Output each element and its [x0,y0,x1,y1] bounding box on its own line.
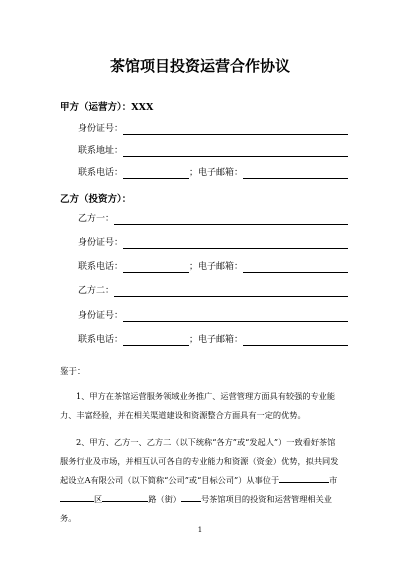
party-a-heading: 甲方（运营方）：XXX [60,102,154,113]
recital-paragraph-1 [60,387,342,425]
district-blank [60,492,94,502]
party-b2-phone-row [78,333,348,346]
recital-p2-road: 路（街） [148,494,181,504]
party-b1-phone-line [123,262,189,273]
party-a-address-label: 联系地址： [78,146,124,156]
party-b1-id-label: 身份证号： [78,238,124,248]
party-b2-id-line [123,311,348,322]
party-a-id-label: 身份证号： [78,124,124,134]
party-a-phone-row [78,166,348,179]
recital-p2-end: 号茶馆项目的投资和运营管理相关业务。 [60,494,332,523]
party-b2-id-row [78,309,348,322]
party-b2-phone-label: 联系电话： [78,335,124,345]
party-b1-email-label: ；电子邮箱： [189,262,244,272]
party-b2-row [78,284,348,297]
party-b1-id-line [123,238,348,249]
party-a-address-line [123,146,348,157]
party-a-name: XXX [131,102,154,113]
party-b1-label: 乙方一： [78,214,115,224]
party-a-email-line [243,168,348,179]
road-blank [102,492,148,502]
party-b1-email-line [243,262,348,273]
party-a-phone-line [123,168,189,179]
recital-p2-city: 市 [329,475,338,485]
document-title: 茶馆项目投资运营合作协议 [109,57,290,75]
page-number: 1 [197,526,203,534]
recital-heading: 鉴于： [60,367,86,377]
party-b2-label: 乙方二： [78,286,115,296]
party-a-id-row [78,122,348,135]
party-a-id-line [123,124,348,135]
party-b1-id-row [78,236,348,249]
party-b2-id-label: 身份证号： [78,311,124,321]
recital-p2-text: 2、甲方、乙方一、乙方二（以下统称“各方”或“发起人”）一致看好茶馆服务行业及市场，并相互认可各自的专业能力和资源（资金）优势，拟共同发起设立A有限公司（以下简称“公司”或“目标公司”）从事位于 [60,437,339,485]
party-b2-line [114,286,348,297]
number-blank [181,492,201,502]
party-a-phone-label: 联系电话： [78,168,124,178]
recital-p1-text: 1、甲方在茶馆运营服务领域业务推广、运营管理方面具有较强的专业能力、丰富经验，并在相关渠道建设和资源整合方面具有一定的优势。 [60,391,336,420]
party-a-email-label: ；电子邮箱： [189,168,244,178]
party-b1-phone-row [78,260,348,273]
party-b2-phone-line [123,335,189,346]
party-b1-line [114,214,348,225]
recital-paragraph-2 [60,433,342,528]
party-b1-phone-label: 联系电话： [78,262,124,272]
city-blank [279,473,329,483]
recital-p2-district: 区 [94,494,103,504]
party-b1-row [78,212,348,225]
party-b-heading: 乙方（投资方）： [60,194,132,205]
party-a-address-row [78,144,348,157]
party-b2-email-line [243,335,348,346]
party-b2-email-label: ；电子邮箱： [189,335,244,345]
